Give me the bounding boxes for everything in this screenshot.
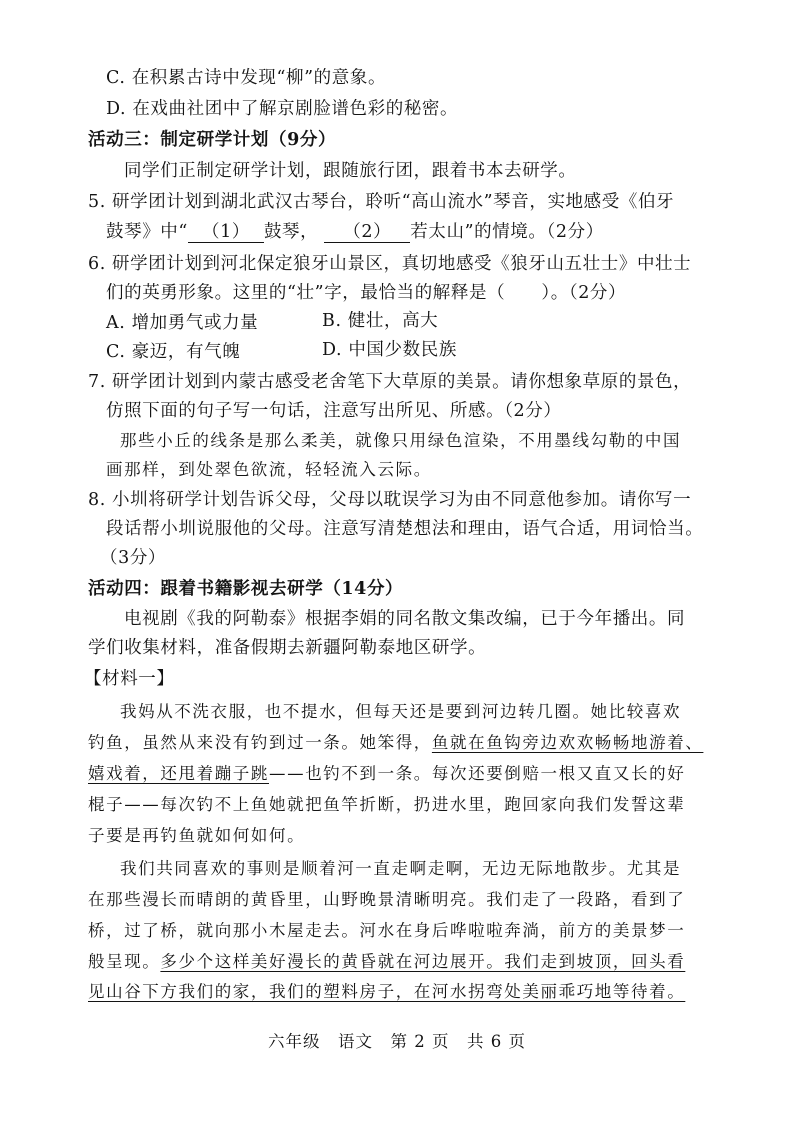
passage-p1-line2-plain: 钓鱼，虽然从来没有钓到过一条。她笨得， xyxy=(88,733,432,752)
passage-underlined-sentence-2a: 多少个这样美好漫长的黄昏就在河边展开。我们走到坡顶，回头看 xyxy=(160,952,686,971)
option-c-line: C. 在积累古诗中发现“柳”的意象。 xyxy=(106,68,387,88)
option-d-line: D. 在戏曲社团中了解京剧脸谱色彩的秘密。 xyxy=(106,99,459,119)
q5-text-c: 若太山”的情境。（2分） xyxy=(410,222,604,242)
q8-line3: （3分） xyxy=(100,548,167,568)
q6-line1: 6. 研学团计划到河北保定狼牙山景区，真切地感受《狼牙山五壮士》中壮士 xyxy=(88,254,692,274)
passage-p2-line2: 在那些漫长而晴朗的黄昏里，山野晚景清晰明亮。我们走了一段路，看到了 xyxy=(88,890,686,909)
q5-line2 xyxy=(106,220,604,244)
passage-p1-line2 xyxy=(88,731,703,755)
material-one-label: 【材料一】 xyxy=(84,669,175,689)
q6-option-b: B. 健壮，高大 xyxy=(322,311,439,331)
q6-option-d: D. 中国少数民族 xyxy=(322,340,457,360)
q7-line1: 7. 研学团计划到内蒙古感受老舍笔下大草原的美景。请你想象草原的景色， xyxy=(88,372,692,392)
q5-text-b: 鼓琴， xyxy=(263,222,319,242)
passage-p1-line1: 我妈从不洗衣服，也不提水，但每天还是要到河边转几圈。她比较喜欢 xyxy=(120,702,682,721)
q5-line1: 5. 研学团计划到湖北武汉古琴台，聆听“高山流水”琴音，实地感受《伯牙 xyxy=(88,192,675,212)
passage-underlined-sentence-1b: 嬉戏着，还甩着蹦子跳 xyxy=(88,764,269,783)
passage-p2-line1: 我们共同喜欢的事则是顺着河一直走啊走啊，无边无际地散步。尤其是 xyxy=(120,859,682,878)
passage-p1-line3 xyxy=(88,762,685,786)
passage-p1-line4: 棍子——每次钓不上鱼她就把鱼竿折断，扔进水里，跑回家向我们发誓这辈 xyxy=(88,795,686,814)
q6-option-a: A. 增加勇气或力量 xyxy=(106,313,259,333)
passage-p2-line4 xyxy=(88,950,685,974)
q8-line1: 8. 小圳将研学计划告诉父母，父母以耽误学习为由不同意他参加。请你写一 xyxy=(88,490,692,510)
q8-line2: 段话帮小圳说服他的父母。注意写清楚想法和理由，语气合适，用词恰当。 xyxy=(106,519,704,539)
passage-p2-line3: 桥，过了桥，就向那小木屋走去。河水在身后哗啦啦奔淌，前方的美景梦一 xyxy=(88,921,686,940)
q5-blank-2[interactable]: （2） xyxy=(324,222,410,243)
activity4-title: 活动四：跟着书籍影视去研学（14分） xyxy=(88,579,404,599)
q7-line2: 仿照下面的句子写一句话，注意写出所见、所感。（2分） xyxy=(106,401,562,421)
activity3-title: 活动三：制定研学计划（9分） xyxy=(88,130,337,150)
passage-p2-line5 xyxy=(88,980,685,1004)
q7-example-line1: 那些小丘的线条是那么柔美，就像只用绿色渲染，不用墨线勾勒的中国 xyxy=(120,431,682,450)
page-footer: 六年级 语文 第 2 页 共 6 页 xyxy=(268,1032,526,1051)
q6-line2: 们的英勇形象。这里的“壮”字，最恰当的解释是（ ）。（2分） xyxy=(106,283,627,303)
activity4-intro-line2: 学们收集材料，准备假期去新疆阿勒泰地区研学。 xyxy=(88,638,487,658)
passage-underlined-sentence-1a: 鱼就在鱼钩旁边欢欢畅畅地游着、 xyxy=(431,733,704,752)
passage-p2-line4-plain: 般呈现。 xyxy=(88,952,161,971)
q5-text-a: 鼓琴》中“ xyxy=(106,222,188,242)
passage-p1-line5: 子要是再钓鱼就如何如何。 xyxy=(88,826,306,845)
q7-example-line2: 画那样，到处翠色欲流，轻轻流入云际。 xyxy=(106,460,432,479)
activity3-intro: 同学们正制定研学计划，跟随旅行团，跟着书本去研学。 xyxy=(124,161,577,181)
passage-underlined-sentence-2b: 见山谷下方我们的家，我们的塑料房子，在河水拐弯处美丽乖巧地等待着。 xyxy=(88,982,686,1001)
q5-blank-1[interactable]: （1） xyxy=(188,222,264,243)
activity4-intro-line1: 电视剧《我的阿勒泰》根据李娟的同名散文集改编，已于今年播出。同 xyxy=(124,609,686,629)
passage-p1-line3-plain: ——也钓不到一条。每次还要倒赔一根又直又长的好 xyxy=(269,764,686,783)
q6-option-c: C. 豪迈，有气魄 xyxy=(106,342,241,362)
